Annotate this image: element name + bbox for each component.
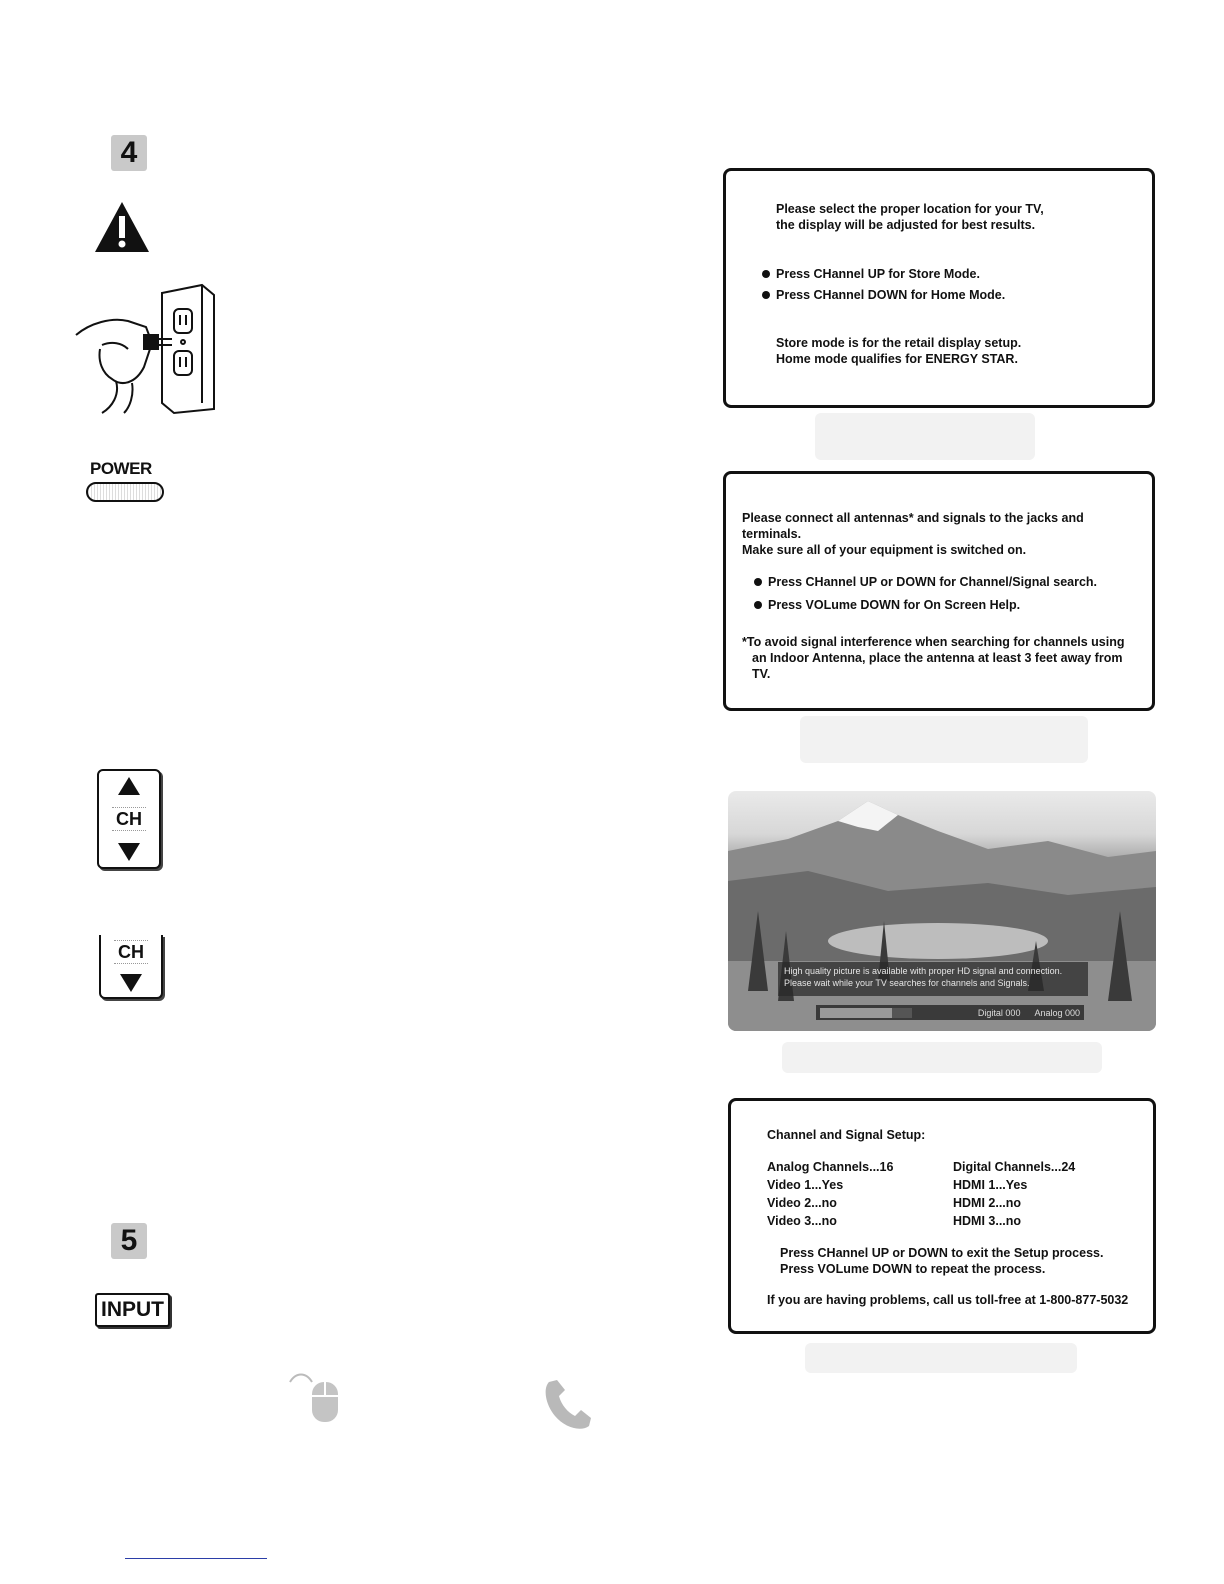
setup-results-grid bbox=[767, 1159, 1141, 1231]
bullet-store-mode: Press CHannel UP for Store Mode. bbox=[762, 266, 1132, 282]
channel-search-screen bbox=[728, 791, 1156, 1031]
overlay-text: Please wait while your TV searches for channels and Signals. bbox=[784, 978, 1030, 988]
setup-result-item: Video 3...no bbox=[767, 1214, 837, 1228]
input-button[interactable]: INPUT bbox=[95, 1293, 170, 1327]
mouse-icon bbox=[286, 1368, 342, 1426]
caption-bar bbox=[805, 1343, 1077, 1373]
screen-text: Press CHannel UP or DOWN to exit the Setup process. bbox=[780, 1246, 1104, 1260]
ch-label: CH bbox=[112, 807, 146, 831]
setup-result-item: Digital Channels...24 bbox=[953, 1160, 1076, 1174]
arrow-up-icon bbox=[118, 777, 140, 795]
bullet-on-screen-help: Press VOLume DOWN for On Screen Help. bbox=[754, 597, 1140, 613]
screen-note: *To avoid signal interference when searching for channels using bbox=[742, 635, 1125, 649]
setup-title: Channel and Signal Setup: bbox=[767, 1128, 926, 1142]
setup-result-item: Video 2...no bbox=[767, 1196, 837, 1210]
setup-result-item: Video 1...Yes bbox=[767, 1178, 844, 1192]
channel-up-down-button[interactable] bbox=[97, 769, 161, 869]
caption-bar bbox=[815, 413, 1035, 460]
setup-result-item: HDMI 1...Yes bbox=[953, 1178, 1028, 1192]
search-message-overlay bbox=[778, 962, 1088, 996]
plug-outlet-icon bbox=[72, 283, 220, 415]
ch-label: CH bbox=[114, 940, 148, 964]
step-4-badge: 4 bbox=[111, 135, 147, 171]
screen-text: Make sure all of your equipment is switched on. bbox=[742, 543, 1027, 557]
footer-link-rule bbox=[125, 1558, 267, 1559]
location-select-screen bbox=[723, 168, 1155, 408]
caption-bar bbox=[782, 1042, 1102, 1073]
setup-left-column bbox=[767, 1159, 953, 1231]
power-label: POWER bbox=[90, 459, 152, 478]
bullet-home-mode: Press CHannel DOWN for Home Mode. bbox=[762, 287, 1132, 303]
power-button[interactable] bbox=[86, 482, 164, 502]
screen-note: an Indoor Antenna, place the antenna at least 3 feet away from TV. bbox=[752, 651, 1123, 681]
overlay-text: High quality picture is available with proper HD signal and connection. bbox=[784, 966, 1063, 976]
step-5-badge: 5 bbox=[111, 1223, 147, 1259]
screen-text: Store mode is for the retail display setup. bbox=[776, 336, 1022, 350]
search-progress-bar bbox=[816, 1005, 1084, 1020]
caption-bar bbox=[800, 716, 1088, 763]
setup-right-column bbox=[953, 1159, 1075, 1231]
channel-down-button[interactable] bbox=[99, 935, 163, 999]
setup-result-item: HDMI 2...no bbox=[953, 1196, 1022, 1210]
analog-count: Analog 000 bbox=[1034, 1007, 1080, 1018]
phone-icon bbox=[543, 1378, 595, 1432]
warning-triangle-icon bbox=[93, 200, 151, 254]
bullet-channel-search: Press CHannel UP or DOWN for Channel/Signal search. bbox=[754, 574, 1140, 590]
screen-text: Home mode qualifies for ENERGY STAR. bbox=[776, 352, 1018, 366]
arrow-down-icon bbox=[118, 843, 140, 861]
progress-track bbox=[820, 1008, 912, 1018]
screen-text: Press VOLume DOWN to repeat the process. bbox=[780, 1262, 1046, 1276]
connect-antennas-screen bbox=[723, 471, 1155, 711]
setup-result-item: Analog Channels...16 bbox=[767, 1160, 894, 1174]
arrow-down-icon bbox=[120, 974, 142, 992]
help-line: If you are having problems, call us toll-free at 1-800-877-5032 bbox=[767, 1293, 1129, 1307]
progress-fill bbox=[820, 1008, 892, 1018]
screen-text: the display will be adjusted for best results. bbox=[776, 218, 1036, 232]
setup-result-item: HDMI 3...no bbox=[953, 1214, 1022, 1228]
screen-text: Please select the proper location for your TV, bbox=[776, 202, 1044, 216]
digital-count: Digital 000 bbox=[977, 1007, 1021, 1018]
screen-text: Please connect all antennas* and signals to the jacks and terminals. bbox=[742, 511, 1084, 541]
setup-results-screen bbox=[728, 1098, 1156, 1334]
